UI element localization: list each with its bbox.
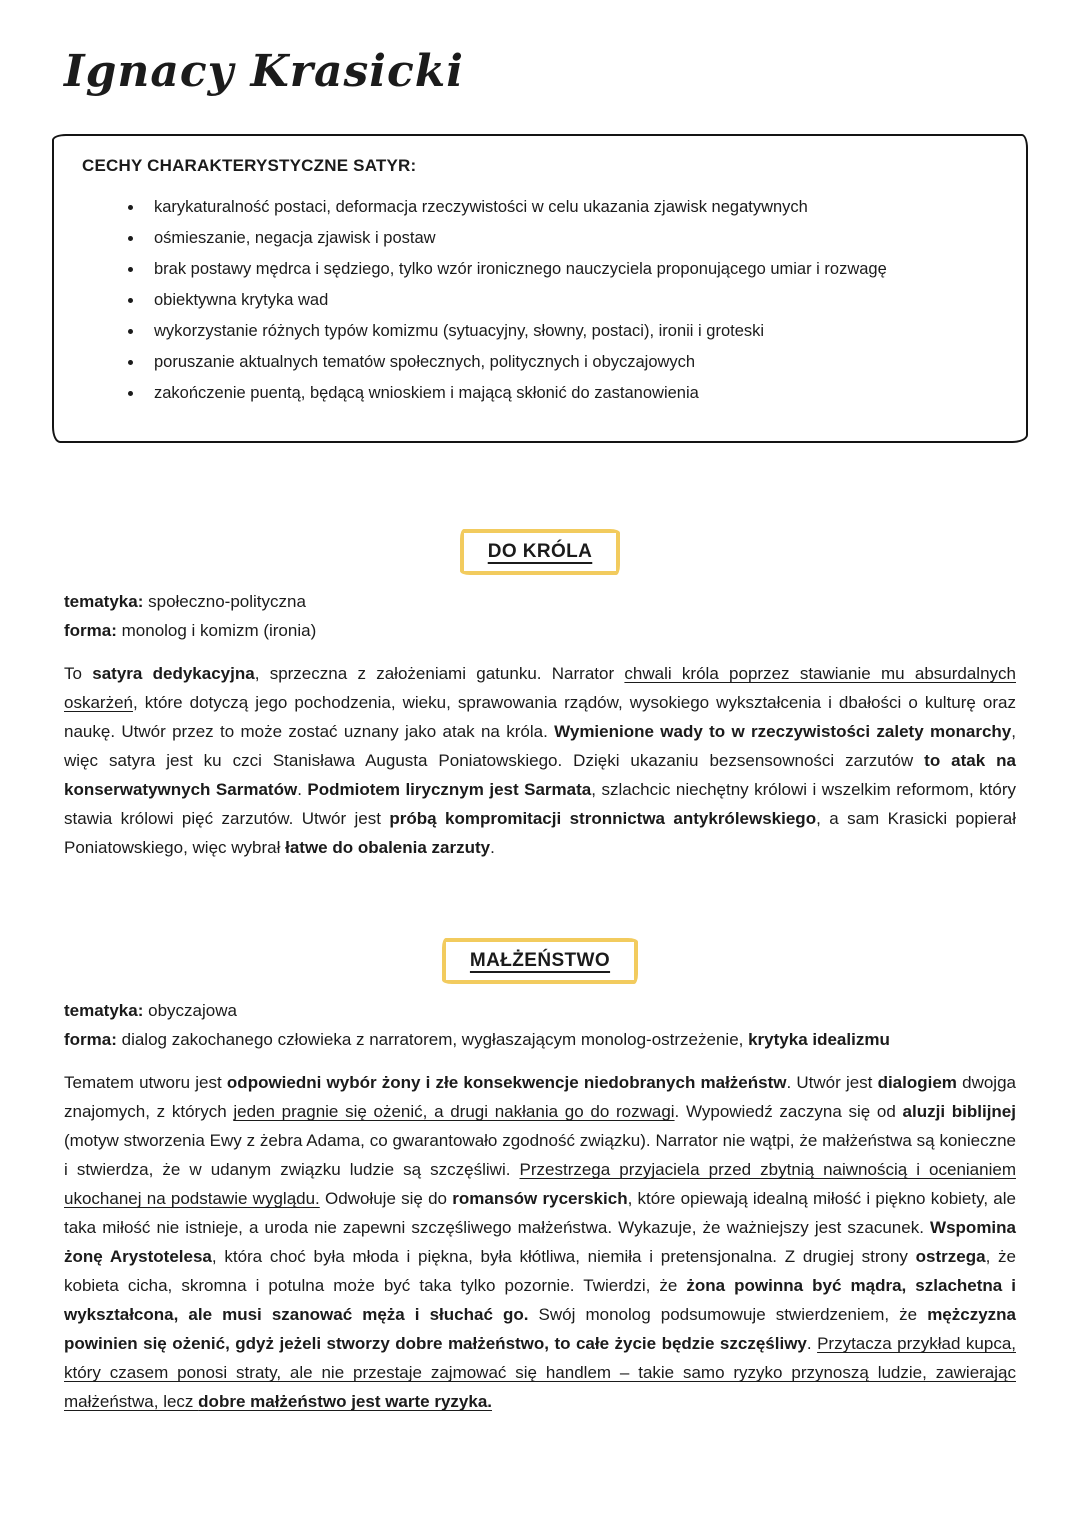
section-malzenstwo — [0, 938, 1080, 1416]
section-heading-row — [0, 938, 1080, 984]
meta-line-tematyka: tematyka: społeczno-polityczna — [64, 592, 306, 612]
list-item: • ośmieszanie, negacja zjawisk i postaw — [144, 225, 998, 252]
section-heading-box — [442, 938, 638, 984]
section-meta — [64, 587, 1016, 645]
section-heading-box — [460, 529, 621, 575]
section-heading: DO KRÓLA — [487, 541, 593, 563]
section-paragraph: Tematem utworu jest odpowiedni wybór żony i złe konsekwencje niedobranych małżeństw. Utwór jest dialogiem dwojga znajomych, z których jeden pragnie się ożenić, a drugi nakłania go do rozwagi. Wypowiedź zaczyna się od aluzji biblijnej (motyw stworzenia Ewy z żebra Adama, co gwarantowało zgodność związku). Narrator nie wątpi, że małżeństwa są konieczne i stwierdza, że w udanym związku ludzie są szczęśliwi. Przestrzega przyjaciela przed zbytnią naiwnością i ocenianiem ukochanej na podstawie wyglądu. Odwołuje się do romansów rycerskich, które opiewają idealną miłość i piękno kobiety, ale taka miłość nie istnieje, a uroda nie zapewni szczęśliwego małżeństwa. Wykazuje, że ważniejszy jest szacunek. Wspomina żonę Arystotelesa, która choć była młoda i piękna, była kłótliwa, niemiła i pretensjonalna. Z drugiej strony ostrzega, że kobieta cicha, skromna i potulna może być taka tylko pozornie. Twierdzi, że żona powinna być mądra, szlachetna i wykształcona, ale musi szanować męża i słuchać go. Swój monolog podsumowuje stwierdzeniem, że mężczyzna powinien się ożenić, gdyż jeżeli stworzy dobre małżeństwo, to całe życie będzie szczęśliwy. Przytacza przykład kupca, który czasem ponosi straty, ale nie przestaje zajmować się handlem – takie samo ryzyko przynoszą ludzie, zawierając małżeństwa, lecz dobre małżeństwo jest warte ryzyka. — [64, 1073, 1017, 1412]
list-item: • wykorzystanie różnych typów komizmu (sytuacyjny, słowny, postaci), ironii i groteski — [144, 318, 998, 345]
list-item: • karykaturalność postaci, deformacja rzeczywistości w celu ukazania zjawisk negatywnych — [144, 194, 998, 221]
section-do-krola — [0, 529, 1080, 862]
section-paragraph: To satyra dedykacyjna, sprzeczna z założeniami gatunku. Narrator chwali króla poprzez stawianie mu absurdalnych oskarżeń, które dotyczą jego pochodzenia, wieku, sprawowania rządów, wysokiego wykształcenia i dbałości o kulturę oraz naukę. Utwór przez to może zostać uznany jako atak na króla. Wymienione wady to w rzeczywistości zalety monarchy, więc satyra jest ku czci Stanisława Augusta Poniatowskiego. Dzięki ukazaniu bezsensowności zarzutów to atak na konserwatywnych Sarmatów. Podmiotem lirycznym jest Sarmata, szlachcic niechętny królowi i wszelkim reformom, który stawia królowi pięć zarzutów. Utwór jest próbą kompromitacji stronnictwa antykrólewskiego, a sam Krasicki popierał Poniatowskiego, więc wybrał łatwe do obalenia zarzuty. — [64, 664, 1017, 858]
section-meta — [64, 996, 1016, 1054]
list-item: • obiektywna krytyka wad — [144, 287, 998, 314]
meta-line-forma: forma: dialog zakochanego człowieka z narratorem, wygłaszającym monolog-ostrzeżenie, krytyka idealizmu — [64, 1030, 890, 1050]
page-title: Ignacy Krasicki — [64, 46, 464, 97]
meta-line-forma: forma: monolog i komizm (ironia) — [64, 621, 317, 641]
list-item: • poruszanie aktualnych tematów społecznych, politycznych i obyczajowych — [144, 349, 998, 376]
characteristics-list — [82, 194, 998, 407]
characteristics-heading: CECHY CHARAKTERYSTYCZNE SATYR: — [82, 156, 417, 176]
section-heading: MAŁŻEŃSTWO — [469, 950, 611, 972]
list-item: • zakończenie puentą, będącą wnioskiem i mającą skłonić do zastanowienia — [144, 380, 998, 407]
meta-line-tematyka: tematyka: obyczajowa — [64, 1001, 237, 1021]
list-item: • brak postawy mędrca i sędziego, tylko wzór ironicznego nauczyciela proponującego umiar i rozwagę — [144, 256, 998, 283]
characteristics-box — [52, 134, 1028, 443]
section-heading-row — [0, 529, 1080, 575]
